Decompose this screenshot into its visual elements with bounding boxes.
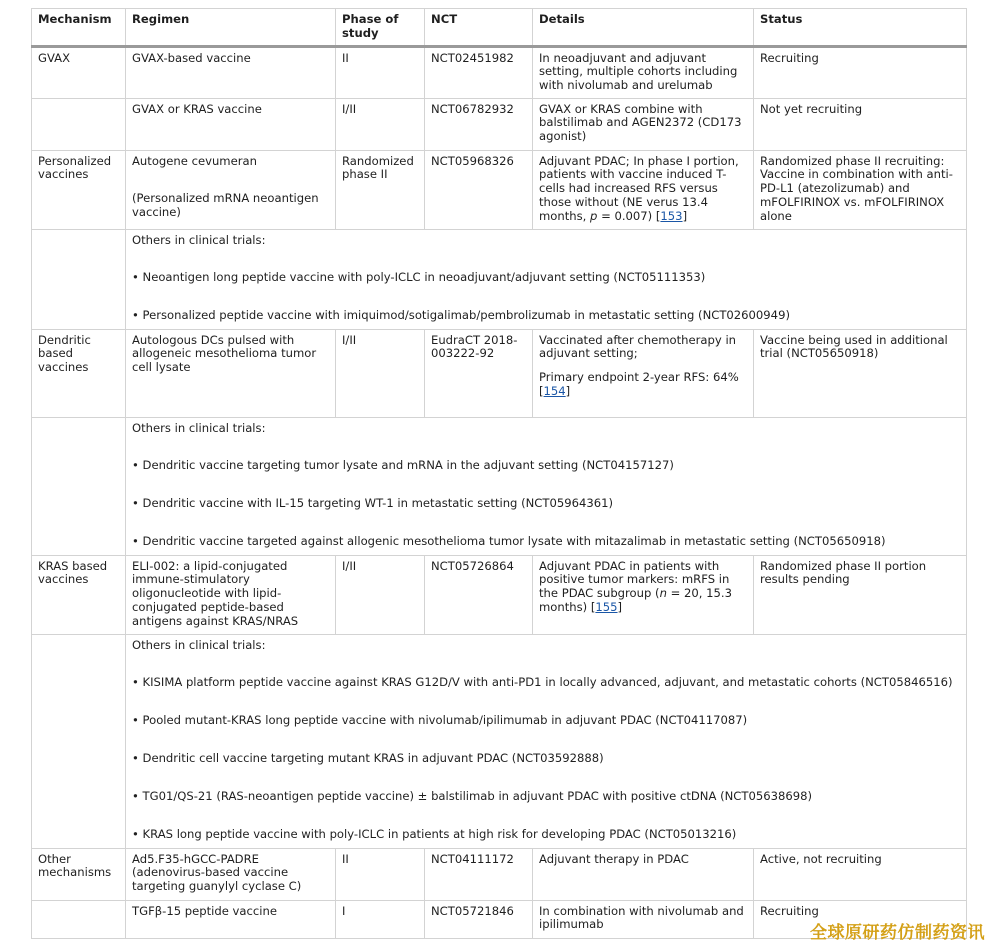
- others-row: [32, 417, 967, 555]
- mechanism-cell: [32, 229, 126, 329]
- nct-cell: NCT05726864: [425, 555, 533, 634]
- phase-cell: I: [336, 900, 425, 938]
- nct-cell: NCT04111172: [425, 848, 533, 900]
- p-symbol: p: [590, 208, 598, 223]
- status-cell: Not yet recruiting: [754, 98, 967, 150]
- regimen-cell: Ad5.F35-hGCC-PADRE (adenovirus-based vaccine targeting guanylyl cyclase C): [126, 848, 336, 900]
- trials-table: [31, 8, 967, 939]
- list-item: • Dendritic vaccine with IL-15 targeting WT-1 in metastatic setting (NCT05964361): [132, 496, 614, 511]
- others-row: [32, 229, 967, 329]
- others-cell: [126, 634, 967, 848]
- status-cell: Recruiting: [754, 46, 967, 98]
- table-row: [32, 150, 967, 229]
- nct-cell: NCT06782932: [425, 98, 533, 150]
- list-item: • Neoantigen long peptide vaccine with poly-ICLC in neoadjuvant/adjuvant setting (NCT05111353): [132, 270, 706, 285]
- reference-link[interactable]: 153: [660, 208, 683, 223]
- details-text: = 0.007) [: [597, 208, 661, 223]
- header-regimen: Regimen: [126, 9, 336, 47]
- list-item: • TG01/QS-21 (RAS-neoantigen peptide vaccine) ± balstilimab in adjuvant PDAC with positive ctDNA (NCT05638698): [132, 788, 812, 803]
- phase-cell: I/II: [336, 555, 425, 634]
- mechanism-cell: [32, 634, 126, 848]
- regimen-cell: ELI-002: a lipid-conjugated immune-stimulatory oligonucleotide with lipid-conjugated peptide-based antigens against KRAS/NRAS: [126, 555, 336, 634]
- details-text: = 20, 15.3 months) [: [539, 586, 732, 614]
- table-row: [32, 98, 967, 150]
- regimen-line: (Personalized mRNA neoantigen vaccine): [132, 191, 319, 220]
- regimen-cell: Autologous DCs pulsed with allogeneic mesothelioma tumor cell lysate: [126, 329, 336, 417]
- list-item: • Dendritic vaccine targeting tumor lysate and mRNA in the adjuvant setting (NCT04157127): [132, 458, 674, 473]
- regimen-cell: GVAX-based vaccine: [126, 46, 336, 98]
- details-cell: In neoadjuvant and adjuvant setting, multiple cohorts including with nivolumab and urelumab: [533, 46, 754, 98]
- status-cell: Randomized phase II portion results pending: [754, 555, 967, 634]
- status-cell: Recruiting: [754, 900, 967, 938]
- others-row: [32, 634, 967, 848]
- status-cell: Active, not recruiting: [754, 848, 967, 900]
- mechanism-cell: GVAX: [32, 46, 126, 98]
- others-cell: [126, 229, 967, 329]
- status-cell: Vaccine being used in additional trial (NCT05650918): [754, 329, 967, 417]
- others-heading: Others in clinical trials:: [132, 232, 266, 247]
- details-line: Vaccinated after chemotherapy in adjuvant setting;: [539, 332, 737, 361]
- details-cell: [533, 150, 754, 229]
- table-row: [32, 329, 967, 417]
- others-heading: Others in clinical trials:: [132, 420, 266, 435]
- nct-cell: NCT02451982: [425, 46, 533, 98]
- phase-cell: II: [336, 46, 425, 98]
- watermark: 全球原研药仿制药资讯: [810, 923, 985, 943]
- mechanism-cell: [32, 417, 126, 555]
- regimen-cell: [126, 150, 336, 229]
- regimen-cell: GVAX or KRAS vaccine: [126, 98, 336, 150]
- header-details: Details: [533, 9, 754, 47]
- others-heading: Others in clinical trials:: [132, 637, 266, 652]
- phase-cell: II: [336, 848, 425, 900]
- details-cell: [533, 555, 754, 634]
- phase-cell: I/II: [336, 329, 425, 417]
- list-item: • KISIMA platform peptide vaccine against KRAS G12D/V with anti-PD1 in locally advanced, adjuvant, and metastatic cohorts (NCT05846516): [132, 675, 953, 690]
- table-row: [32, 555, 967, 634]
- nct-cell: NCT05721846: [425, 900, 533, 938]
- nct-cell: NCT05968326: [425, 150, 533, 229]
- header-row: [32, 9, 967, 47]
- list-item: • Personalized peptide vaccine with imiquimod/sotigalimab/pembrolizumab in metastatic setting (NCT02600949): [132, 308, 790, 323]
- details-cell: In combination with nivolumab and ipilimumab: [533, 900, 754, 938]
- reference-link[interactable]: 154: [543, 383, 566, 398]
- header-status: Status: [754, 9, 967, 47]
- details-text: ]: [682, 208, 688, 223]
- list-item: • Dendritic cell vaccine targeting mutant KRAS in adjuvant PDAC (NCT03592888): [132, 750, 604, 765]
- list-item: • KRAS long peptide vaccine with poly-ICLC in patients at high risk for developing PDAC (NCT05013216): [132, 826, 737, 841]
- regimen-cell: TGFβ-15 peptide vaccine: [126, 900, 336, 938]
- mechanism-cell: Dendritic based vaccines: [32, 329, 126, 417]
- n-symbol: n: [659, 586, 667, 601]
- details-text: ]: [565, 383, 571, 398]
- details-cell: [533, 329, 754, 417]
- status-cell: Randomized phase II recruiting: Vaccine in combination with anti-PD-L1 (atezolizumab) and mFOLFIRINOX vs. mFOLFIRINOX alone: [754, 150, 967, 229]
- mechanism-cell: Other mechanisms: [32, 848, 126, 900]
- regimen-line: Autogene cevumeran: [132, 153, 257, 168]
- header-mechanism: Mechanism: [32, 9, 126, 47]
- details-line: [539, 371, 747, 399]
- reference-link[interactable]: 155: [595, 599, 618, 614]
- header-phase: Phase of study: [336, 9, 425, 47]
- table-row: [32, 46, 967, 98]
- details-text: Adjuvant PDAC; In phase I portion, patients with vaccine induced T-cells had increased RFS versus those without (NE verus 13.4 months,: [539, 153, 739, 223]
- phase-cell: Randomized phase II: [336, 150, 425, 229]
- table-row: [32, 848, 967, 900]
- details-cell: Adjuvant therapy in PDAC: [533, 848, 754, 900]
- mechanism-cell: KRAS based vaccines: [32, 555, 126, 634]
- others-cell: [126, 417, 967, 555]
- details-text: Adjuvant PDAC in patients with positive tumor markers: mRFS in the PDAC subgroup (: [539, 558, 730, 601]
- mechanism-cell: Personalized vaccines: [32, 150, 126, 229]
- details-cell: GVAX or KRAS combine with balstilimab and AGEN2372 (CD173 agonist): [533, 98, 754, 150]
- mechanism-cell: [32, 98, 126, 150]
- details-text: ]: [617, 599, 623, 614]
- details-text: Primary endpoint 2-year RFS: 64% [: [539, 370, 739, 398]
- mechanism-cell: [32, 900, 126, 938]
- list-item: • Dendritic vaccine targeted against allogenic mesothelioma tumor lysate with mitazalimab in metastatic setting (NCT05650918): [132, 533, 886, 548]
- list-item: • Pooled mutant-KRAS long peptide vaccine with nivolumab/ipilimumab in adjuvant PDAC (NCT04117087): [132, 713, 748, 728]
- header-nct: NCT: [425, 9, 533, 47]
- phase-cell: I/II: [336, 98, 425, 150]
- nct-cell: EudraCT 2018-003222-92: [425, 329, 533, 417]
